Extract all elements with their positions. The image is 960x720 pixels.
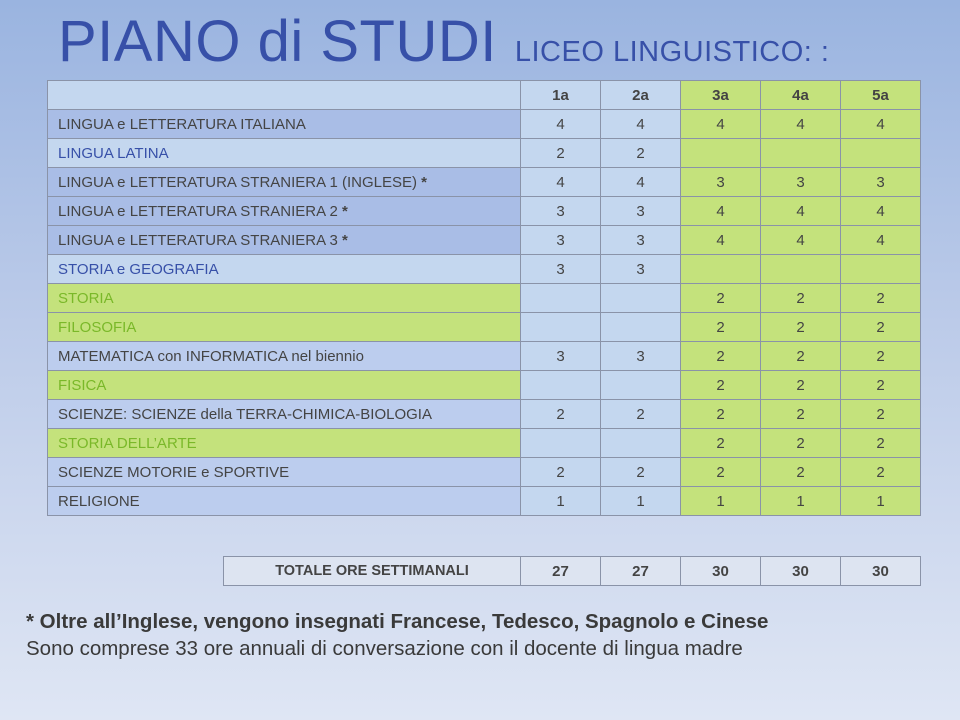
hours-cell-year-2 [601, 371, 681, 400]
totals-label: TOTALE ORE SETTIMANALI [224, 557, 521, 586]
hours-cell-year-1 [521, 429, 601, 458]
subject-cell [48, 313, 521, 342]
hours-cell-year-1: 4 [521, 110, 601, 139]
table-row [48, 226, 921, 255]
subject-cell [48, 342, 521, 371]
totals-row [224, 557, 921, 586]
asterisk-marker: * [341, 202, 348, 220]
subject-label: LINGUA LATINA [58, 144, 169, 162]
subject-cell [48, 255, 521, 284]
hours-cell-year-3: 2 [681, 342, 761, 371]
hours-cell-year-2: 1 [601, 487, 681, 516]
hours-cell-year-5: 2 [841, 313, 921, 342]
subject-cell [48, 429, 521, 458]
hours-cell-year-5: 2 [841, 342, 921, 371]
totals-year-2: 27 [601, 557, 681, 586]
table-row [48, 487, 921, 516]
hours-cell-year-3: 4 [681, 197, 761, 226]
table-row [48, 313, 921, 342]
hours-cell-year-4: 1 [761, 487, 841, 516]
asterisk-marker: * [341, 231, 348, 249]
table-row [48, 429, 921, 458]
hours-cell-year-4: 2 [761, 284, 841, 313]
subject-label: STORIA [58, 289, 114, 307]
hours-cell-year-2 [601, 313, 681, 342]
hours-cell-year-4: 3 [761, 168, 841, 197]
hours-cell-year-4: 2 [761, 429, 841, 458]
subject-cell [48, 487, 521, 516]
subject-label: RELIGIONE [58, 492, 140, 510]
header-year-4: 4a [761, 81, 841, 110]
subject-cell [48, 139, 521, 168]
hours-cell-year-5: 2 [841, 284, 921, 313]
header-year-5: 5a [841, 81, 921, 110]
subject-cell [48, 284, 521, 313]
hours-cell-year-3: 2 [681, 371, 761, 400]
title-subtitle: LICEO LINGUISTICO: : [514, 36, 830, 68]
subject-label: STORIA e GEOGRAFIA [58, 260, 219, 278]
table-row [48, 110, 921, 139]
subject-label: SCIENZE MOTORIE e SPORTIVE [58, 463, 290, 481]
subject-cell [48, 400, 521, 429]
hours-cell-year-5: 3 [841, 168, 921, 197]
hours-cell-year-3: 1 [681, 487, 761, 516]
table-row [48, 255, 921, 284]
subject-label: LINGUA e LETTERATURA ITALIANA [58, 115, 306, 133]
hours-cell-year-2: 2 [601, 139, 681, 168]
table-row [48, 342, 921, 371]
header-year-3: 3a [681, 81, 761, 110]
subject-cell [48, 226, 521, 255]
table-row [48, 458, 921, 487]
hours-cell-year-3: 4 [681, 110, 761, 139]
hours-cell-year-1: 1 [521, 487, 601, 516]
hours-cell-year-3 [681, 139, 761, 168]
note-languages: * Oltre all’Inglese, vengono insegnati Francese, Tedesco, Spagnolo e Cinese [26, 610, 769, 633]
table-row [48, 284, 921, 313]
hours-cell-year-5 [841, 255, 921, 284]
hours-cell-year-2: 2 [601, 400, 681, 429]
table-row [48, 197, 921, 226]
hours-cell-year-1 [521, 313, 601, 342]
table-row [48, 371, 921, 400]
hours-cell-year-3: 2 [681, 284, 761, 313]
hours-cell-year-4 [761, 139, 841, 168]
hours-cell-year-2: 4 [601, 110, 681, 139]
totals-year-1: 27 [521, 557, 601, 586]
note-conversation: Sono comprese 33 ore annuali di conversazione con il docente di lingua madre [26, 637, 743, 660]
hours-cell-year-1: 2 [521, 458, 601, 487]
hours-cell-year-3: 2 [681, 458, 761, 487]
totals-year-3: 30 [681, 557, 761, 586]
table-row [48, 139, 921, 168]
header-subject-cell [48, 81, 521, 110]
hours-cell-year-5: 4 [841, 110, 921, 139]
subject-label: LINGUA e LETTERATURA STRANIERA 1 (INGLESE) [58, 173, 422, 191]
hours-cell-year-1: 3 [521, 342, 601, 371]
hours-cell-year-1 [521, 284, 601, 313]
totals-table [223, 556, 921, 586]
subject-cell [48, 371, 521, 400]
hours-cell-year-4: 2 [761, 400, 841, 429]
hours-cell-year-1: 2 [521, 139, 601, 168]
hours-cell-year-5: 2 [841, 429, 921, 458]
hours-cell-year-4: 2 [761, 458, 841, 487]
hours-cell-year-4: 4 [761, 110, 841, 139]
subject-label: SCIENZE: SCIENZE della TERRA-CHIMICA-BIOLOGIA [58, 405, 432, 423]
hours-cell-year-2: 4 [601, 168, 681, 197]
hours-cell-year-5: 1 [841, 487, 921, 516]
asterisk-marker: * [421, 173, 427, 191]
hours-cell-year-5: 2 [841, 400, 921, 429]
hours-cell-year-4: 4 [761, 197, 841, 226]
header-year-2: 2a [601, 81, 681, 110]
totals-year-4: 30 [761, 557, 841, 586]
subject-cell [48, 458, 521, 487]
hours-cell-year-4: 4 [761, 226, 841, 255]
hours-cell-year-5 [841, 139, 921, 168]
hours-cell-year-1 [521, 371, 601, 400]
hours-cell-year-4 [761, 255, 841, 284]
hours-cell-year-3: 2 [681, 429, 761, 458]
hours-cell-year-2: 2 [601, 458, 681, 487]
hours-cell-year-5: 2 [841, 371, 921, 400]
title-main: PIANO di STUDI [58, 9, 497, 74]
hours-cell-year-3 [681, 255, 761, 284]
study-plan-table [47, 80, 921, 516]
hours-cell-year-3: 2 [681, 400, 761, 429]
hours-cell-year-1: 3 [521, 255, 601, 284]
totals-year-5: 30 [841, 557, 921, 586]
hours-cell-year-3: 4 [681, 226, 761, 255]
header-year-1: 1a [521, 81, 601, 110]
hours-cell-year-2 [601, 284, 681, 313]
subject-label: MATEMATICA con INFORMATICA nel biennio [58, 347, 364, 365]
hours-cell-year-5: 4 [841, 226, 921, 255]
hours-cell-year-1: 4 [521, 168, 601, 197]
subject-cell [48, 110, 521, 139]
hours-cell-year-5: 2 [841, 458, 921, 487]
hours-cell-year-2: 3 [601, 197, 681, 226]
hours-cell-year-2: 3 [601, 342, 681, 371]
hours-cell-year-1: 3 [521, 226, 601, 255]
subject-label: LINGUA e LETTERATURA STRANIERA 3 [58, 231, 342, 249]
hours-cell-year-1: 2 [521, 400, 601, 429]
hours-cell-year-3: 2 [681, 313, 761, 342]
table-row [48, 400, 921, 429]
subject-label: LINGUA e LETTERATURA STRANIERA 2 [58, 202, 342, 220]
hours-cell-year-3: 3 [681, 168, 761, 197]
subject-cell [48, 197, 521, 226]
hours-cell-year-2: 3 [601, 255, 681, 284]
hours-cell-year-4: 2 [761, 313, 841, 342]
hours-cell-year-5: 4 [841, 197, 921, 226]
page-title [58, 8, 829, 75]
table-header-row [48, 81, 921, 110]
hours-cell-year-4: 2 [761, 342, 841, 371]
subject-label: FISICA [58, 376, 107, 394]
table-row [48, 168, 921, 197]
subject-cell [48, 168, 521, 197]
hours-cell-year-2 [601, 429, 681, 458]
hours-cell-year-2: 3 [601, 226, 681, 255]
subject-label: STORIA DELL’ARTE [58, 434, 197, 452]
hours-cell-year-1: 3 [521, 197, 601, 226]
hours-cell-year-4: 2 [761, 371, 841, 400]
subject-label: FILOSOFIA [58, 318, 137, 336]
